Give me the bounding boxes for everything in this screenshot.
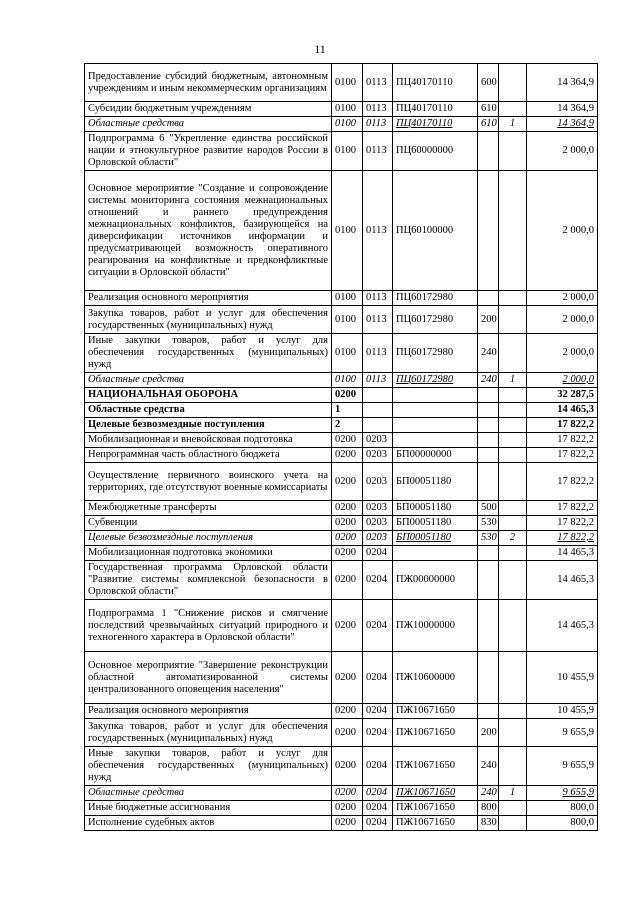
row-target-article: БП00051180 xyxy=(393,516,478,531)
row-section: 1 xyxy=(332,403,363,418)
row-section: 0200 xyxy=(332,786,363,801)
row-expense-type: 830 xyxy=(478,816,499,831)
row-amount: 2 000,0 xyxy=(527,334,598,373)
row-expense-type xyxy=(478,433,499,448)
row-amount: 2 000,0 xyxy=(527,373,598,388)
table-row xyxy=(85,501,598,516)
row-expense-type: 610 xyxy=(478,102,499,117)
row-section: 0200 xyxy=(332,816,363,831)
table-row xyxy=(85,171,598,291)
row-expense-type xyxy=(478,652,499,704)
row-section: 0100 xyxy=(332,64,363,102)
row-expense-type: 240 xyxy=(478,786,499,801)
row-expense-type xyxy=(478,291,499,306)
row-name: Иные закупки товаров, работ и услуг для обеспечения государственных (муниципальных) нужд xyxy=(85,334,332,373)
row-amount: 17 822,2 xyxy=(527,418,598,433)
table-row xyxy=(85,132,598,171)
row-name: Целевые безвозмездные поступления xyxy=(85,531,332,546)
table-row xyxy=(85,561,598,600)
row-subsection: 0204 xyxy=(363,652,393,704)
row-funding-source xyxy=(499,334,527,373)
row-amount: 17 822,2 xyxy=(527,516,598,531)
row-section: 0100 xyxy=(332,291,363,306)
row-subsection xyxy=(363,388,393,403)
row-amount: 17 822,2 xyxy=(527,433,598,448)
row-expense-type: 200 xyxy=(478,719,499,747)
row-target-article: ПЖ10671650 xyxy=(393,719,478,747)
row-amount: 9 655,9 xyxy=(527,786,598,801)
row-funding-source xyxy=(499,652,527,704)
table-row xyxy=(85,64,598,102)
row-funding-source xyxy=(499,501,527,516)
row-subsection: 0203 xyxy=(363,448,393,463)
row-section: 0100 xyxy=(332,132,363,171)
row-amount: 800,0 xyxy=(527,816,598,831)
row-subsection: 0203 xyxy=(363,501,393,516)
row-expense-type: 800 xyxy=(478,801,499,816)
row-funding-source xyxy=(499,801,527,816)
row-section: 0100 xyxy=(332,117,363,132)
row-subsection: 0204 xyxy=(363,786,393,801)
table-row xyxy=(85,448,598,463)
row-amount: 2 000,0 xyxy=(527,291,598,306)
row-funding-source xyxy=(499,448,527,463)
row-amount: 17 822,2 xyxy=(527,531,598,546)
row-funding-source: 1 xyxy=(499,786,527,801)
row-name: Государственная программа Орловской области "Развитие системы комплексной безопасности в Орловской области" xyxy=(85,561,332,600)
row-section: 0100 xyxy=(332,102,363,117)
row-subsection xyxy=(363,418,393,433)
table-row xyxy=(85,102,598,117)
row-amount: 10 455,9 xyxy=(527,652,598,704)
row-funding-source xyxy=(499,546,527,561)
row-funding-source xyxy=(499,291,527,306)
row-funding-source xyxy=(499,102,527,117)
row-amount: 10 455,9 xyxy=(527,704,598,719)
row-funding-source xyxy=(499,418,527,433)
row-amount: 14 364,9 xyxy=(527,102,598,117)
row-amount: 14 364,9 xyxy=(527,64,598,102)
row-subsection: 0204 xyxy=(363,719,393,747)
table-row xyxy=(85,546,598,561)
row-name: Иные закупки товаров, работ и услуг для обеспечения государственных (муниципальных) нужд xyxy=(85,747,332,786)
row-subsection: 0204 xyxy=(363,816,393,831)
row-expense-type xyxy=(478,561,499,600)
row-section: 0200 xyxy=(332,463,363,501)
row-name: Подпрограмма 6 "Укрепление единства российской нации и этнокультурное развитие народов России в Орловской области" xyxy=(85,132,332,171)
row-amount: 9 655,9 xyxy=(527,719,598,747)
row-name: Иные бюджетные ассигнования xyxy=(85,801,332,816)
table-row xyxy=(85,747,598,786)
row-target-article: ПЦ40170110 xyxy=(393,64,478,102)
row-target-article: ПЦ40170110 xyxy=(393,117,478,132)
row-funding-source: 2 xyxy=(499,531,527,546)
row-name: Субсидии бюджетным учреждениям xyxy=(85,102,332,117)
row-subsection: 0203 xyxy=(363,531,393,546)
row-section: 0200 xyxy=(332,801,363,816)
row-name: Реализация основного мероприятия xyxy=(85,291,332,306)
row-expense-type xyxy=(478,546,499,561)
row-expense-type: 240 xyxy=(478,334,499,373)
row-target-article: ПЖ10000000 xyxy=(393,600,478,652)
row-name: НАЦИОНАЛЬНАЯ ОБОРОНА xyxy=(85,388,332,403)
row-expense-type xyxy=(478,132,499,171)
table-row xyxy=(85,388,598,403)
row-section: 0100 xyxy=(332,171,363,291)
row-subsection: 0113 xyxy=(363,291,393,306)
row-name: Подпрограмма 1 "Снижение рисков и смягчение последствий чрезвычайных ситуаций природного и техногенного характера в Орловской области" xyxy=(85,600,332,652)
table-row xyxy=(85,373,598,388)
row-target-article xyxy=(393,433,478,448)
row-subsection: 0113 xyxy=(363,171,393,291)
row-expense-type xyxy=(478,600,499,652)
row-funding-source xyxy=(499,433,527,448)
row-funding-source: 1 xyxy=(499,117,527,132)
row-subsection: 0113 xyxy=(363,117,393,132)
row-name: Непрограммная часть областного бюджета xyxy=(85,448,332,463)
table-row xyxy=(85,801,598,816)
row-target-article: БП00051180 xyxy=(393,463,478,501)
row-subsection: 0204 xyxy=(363,600,393,652)
row-amount: 17 822,2 xyxy=(527,463,598,501)
row-name: Мобилизационная и вневойсковая подготовка xyxy=(85,433,332,448)
row-section: 0200 xyxy=(332,600,363,652)
row-amount: 14 465,3 xyxy=(527,600,598,652)
row-name: Исполнение судебных актов xyxy=(85,816,332,831)
row-amount: 32 287,5 xyxy=(527,388,598,403)
row-amount: 17 822,2 xyxy=(527,448,598,463)
row-target-article: ПЖ00000000 xyxy=(393,561,478,600)
row-section: 0200 xyxy=(332,531,363,546)
row-section: 0200 xyxy=(332,704,363,719)
row-amount: 14 465,3 xyxy=(527,546,598,561)
row-section: 2 xyxy=(332,418,363,433)
row-target-article: ПЦ60172980 xyxy=(393,291,478,306)
row-funding-source xyxy=(499,600,527,652)
page-number: 11 xyxy=(314,42,326,56)
row-section: 0200 xyxy=(332,747,363,786)
row-name: Основное мероприятие "Создание и сопровождение системы мониторинга состояния межнациональных отношений и раннего предупреждения межнациональных конфликтов, базирующейся на диверсификации источников информации и предусматривающей возможность оперативного реагирования на конфликтные и предконфликтные ситуации в Орловской области" xyxy=(85,171,332,291)
row-expense-type xyxy=(478,418,499,433)
row-target-article: ПЦ60172980 xyxy=(393,334,478,373)
row-section: 0200 xyxy=(332,516,363,531)
row-name: Межбюджетные трансферты xyxy=(85,501,332,516)
row-target-article: ПЦ60172980 xyxy=(393,373,478,388)
row-funding-source xyxy=(499,719,527,747)
row-target-article xyxy=(393,418,478,433)
row-amount: 14 465,3 xyxy=(527,403,598,418)
row-subsection: 0204 xyxy=(363,747,393,786)
row-section: 0200 xyxy=(332,546,363,561)
row-name: Областные средства xyxy=(85,786,332,801)
row-expense-type: 530 xyxy=(478,516,499,531)
row-section: 0200 xyxy=(332,501,363,516)
row-amount: 2 000,0 xyxy=(527,306,598,334)
table-row xyxy=(85,463,598,501)
row-section: 0100 xyxy=(332,373,363,388)
table-row xyxy=(85,306,598,334)
row-expense-type xyxy=(478,388,499,403)
row-target-article: ПЦ60172980 xyxy=(393,306,478,334)
row-expense-type xyxy=(478,704,499,719)
row-amount: 2 000,0 xyxy=(527,132,598,171)
row-name: Осуществление первичного воинского учета на территориях, где отсутствуют военные комиссариаты xyxy=(85,463,332,501)
row-expense-type: 610 xyxy=(478,117,499,132)
row-subsection: 0113 xyxy=(363,102,393,117)
row-funding-source xyxy=(499,516,527,531)
row-funding-source: 1 xyxy=(499,373,527,388)
row-amount: 14 364,9 xyxy=(527,117,598,132)
row-funding-source xyxy=(499,463,527,501)
row-expense-type: 240 xyxy=(478,373,499,388)
table-row xyxy=(85,816,598,831)
row-target-article: ПЖ10671650 xyxy=(393,704,478,719)
row-section: 0200 xyxy=(332,388,363,403)
row-expense-type: 530 xyxy=(478,531,499,546)
table-row xyxy=(85,117,598,132)
table-row xyxy=(85,433,598,448)
table-row xyxy=(85,403,598,418)
row-section: 0200 xyxy=(332,652,363,704)
row-name: Субвенции xyxy=(85,516,332,531)
row-target-article: ПЦ60000000 xyxy=(393,132,478,171)
row-expense-type xyxy=(478,171,499,291)
row-target-article: ПЖ10671650 xyxy=(393,816,478,831)
table-row xyxy=(85,516,598,531)
row-subsection: 0204 xyxy=(363,546,393,561)
row-subsection: 0204 xyxy=(363,801,393,816)
row-expense-type: 240 xyxy=(478,747,499,786)
row-name: Областные средства xyxy=(85,403,332,418)
row-name: Реализация основного мероприятия xyxy=(85,704,332,719)
row-section: 0100 xyxy=(332,306,363,334)
row-expense-type: 200 xyxy=(478,306,499,334)
row-section: 0100 xyxy=(332,334,363,373)
row-funding-source xyxy=(499,747,527,786)
row-subsection: 0113 xyxy=(363,306,393,334)
row-funding-source xyxy=(499,171,527,291)
row-subsection: 0203 xyxy=(363,463,393,501)
row-expense-type: 600 xyxy=(478,64,499,102)
row-subsection: 0203 xyxy=(363,433,393,448)
row-name: Закупка товаров, работ и услуг для обеспечения государственных (муниципальных) нужд xyxy=(85,306,332,334)
row-amount: 2 000,0 xyxy=(527,171,598,291)
budget-table xyxy=(84,63,598,831)
row-name: Областные средства xyxy=(85,117,332,132)
row-target-article xyxy=(393,403,478,418)
table-row xyxy=(85,600,598,652)
row-target-article: БП00000000 xyxy=(393,448,478,463)
row-expense-type xyxy=(478,448,499,463)
row-name: Основное мероприятие "Завершение реконструкции областной автоматизированной системы централизованного оповещения населения" xyxy=(85,652,332,704)
table-row xyxy=(85,704,598,719)
row-name: Мобилизационная подготовка экономики xyxy=(85,546,332,561)
row-subsection: 0113 xyxy=(363,373,393,388)
row-amount: 17 822,2 xyxy=(527,501,598,516)
row-target-article xyxy=(393,546,478,561)
row-target-article: ПЖ10600000 xyxy=(393,652,478,704)
table-row xyxy=(85,291,598,306)
row-funding-source xyxy=(499,388,527,403)
row-funding-source xyxy=(499,403,527,418)
row-name: Целевые безвозмездные поступления xyxy=(85,418,332,433)
row-name: Областные средства xyxy=(85,373,332,388)
row-subsection: 0203 xyxy=(363,516,393,531)
row-subsection xyxy=(363,403,393,418)
row-target-article: ПЖ10671650 xyxy=(393,747,478,786)
table-row xyxy=(85,652,598,704)
table-row xyxy=(85,334,598,373)
row-funding-source xyxy=(499,132,527,171)
row-subsection: 0113 xyxy=(363,132,393,171)
row-subsection: 0204 xyxy=(363,704,393,719)
row-expense-type: 500 xyxy=(478,501,499,516)
row-amount: 14 465,3 xyxy=(527,561,598,600)
table-row xyxy=(85,786,598,801)
row-funding-source xyxy=(499,64,527,102)
row-target-article: ПЦ40170110 xyxy=(393,102,478,117)
table-row xyxy=(85,531,598,546)
row-subsection: 0113 xyxy=(363,334,393,373)
row-funding-source xyxy=(499,816,527,831)
row-subsection: 0204 xyxy=(363,561,393,600)
row-funding-source xyxy=(499,306,527,334)
row-expense-type xyxy=(478,403,499,418)
row-target-article: ПЖ10671650 xyxy=(393,801,478,816)
row-target-article: ПЖ10671650 xyxy=(393,786,478,801)
row-expense-type xyxy=(478,463,499,501)
row-target-article: БП00051180 xyxy=(393,531,478,546)
row-amount: 9 655,9 xyxy=(527,747,598,786)
table-row xyxy=(85,719,598,747)
row-funding-source xyxy=(499,561,527,600)
row-funding-source xyxy=(499,704,527,719)
row-section: 0200 xyxy=(332,433,363,448)
row-target-article: ПЦ60100000 xyxy=(393,171,478,291)
row-subsection: 0113 xyxy=(363,64,393,102)
table-row xyxy=(85,418,598,433)
row-section: 0200 xyxy=(332,561,363,600)
row-section: 0200 xyxy=(332,719,363,747)
row-amount: 800,0 xyxy=(527,801,598,816)
row-name: Закупка товаров, работ и услуг для обеспечения государственных (муниципальных) нужд xyxy=(85,719,332,747)
row-name: Предоставление субсидий бюджетным, автономным учреждениям и иным некоммерческим организациям xyxy=(85,64,332,102)
table-body xyxy=(85,64,598,831)
row-target-article: БП00051180 xyxy=(393,501,478,516)
row-target-article xyxy=(393,388,478,403)
row-section: 0200 xyxy=(332,448,363,463)
